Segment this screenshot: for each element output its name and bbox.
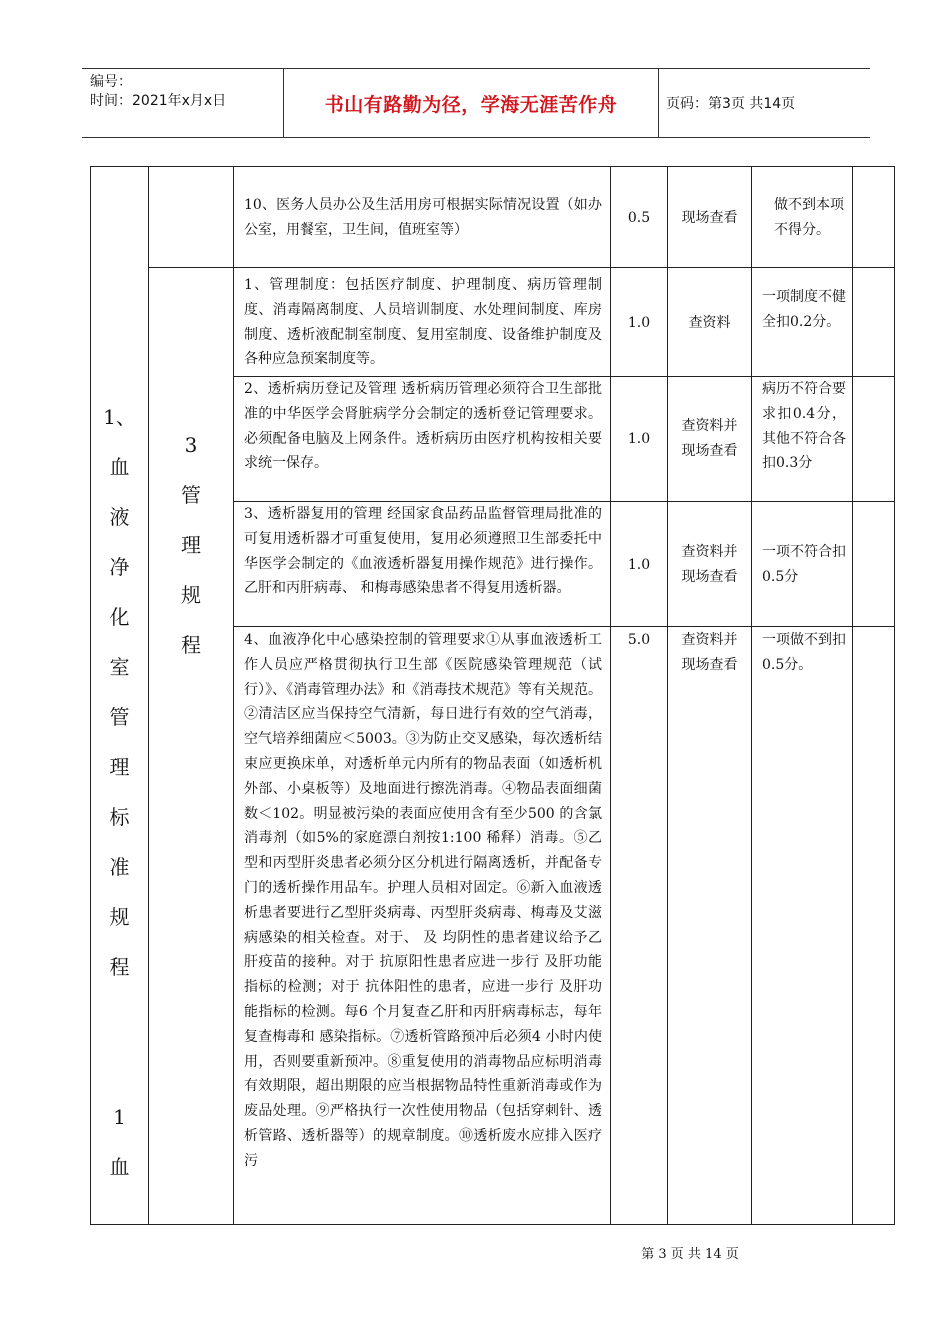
row-content: 10、医务人员办公及生活用房可根据实际情况设置（如办公室，用餐室，卫生间，值班室等） [244,197,602,238]
subsection-char: 程 [181,633,201,657]
section-char: 程 [109,955,130,979]
section-char: 规 [109,905,130,929]
row-score: 1.0 [627,431,651,447]
subsection-char: 3 [184,433,198,457]
section-char: 净 [109,555,130,579]
section-char: 1 [113,1105,126,1129]
section-title [91,392,148,1192]
section-char: 化 [109,605,130,629]
row-method: 查资料 [688,315,731,331]
section-char: 室 [109,655,130,679]
row-deduction: 病历不符合要求扣0.4分，其他不符合各扣0.3分 [762,381,846,472]
header-motto: 书山有路勤为径，学海无涯苦作舟 [284,69,659,137]
number-label: 编号： [90,74,132,90]
page-header [82,68,870,138]
section-char: 液 [109,505,130,529]
section-char: 理 [109,755,130,779]
page-footer: 第 3 页 共 14 页 [641,1247,739,1262]
row-method: 现场查看 [681,210,738,226]
row-score: 0.5 [627,210,651,226]
row-score: 1.0 [627,557,651,573]
section-char: 标 [109,805,130,829]
row-method: 查资料并现场查看 [681,544,738,585]
row-content: 2、透析病历登记及管理 透析病历管理必须符合卫生部批准的中华医学会肾脏病学分会制定的透析登记管理要求。必须配备电脑及上网条件。透析病历由医疗机构按相关要求统一保存。 [244,381,602,472]
row-deduction: 一项制度不健全扣0.2分。 [762,289,846,330]
row-method: 查资料并现场查看 [681,632,738,673]
section-char: 1、 [103,405,136,429]
section-char: 血 [109,455,130,479]
section-char: 管 [109,705,130,729]
row-content: 1、管理制度：包括医疗制度、护理制度、病历管理制度、消毒隔离制度、人员培训制度、水处理间制度、库房制度、透析液配制室制度、复用室制度、设备维护制度及各种应急预案制度等。 [244,277,602,368]
row-content: 4、血液净化中心感染控制的管理要求①从事血液透析工作人员应严格贯彻执行卫生部《医院感染管理规范（试行）》、《消毒管理办法》和《消毒技术规范》等有关规范。②清洁区应当保持空气清新，每日进行有效的空气消毒，空气培养细菌应＜5003。③为防止交叉感染，每次透析结束应更换床单，对透析单元内所有的物品表面（如透析机外部、小桌板等）及地面进行擦洗消毒。④物品表面细菌数＜102。明显被污染的表面应使用含有至少500 的含氯消毒剂（如5%的家庭漂白剂按1:100 稀释）消毒。⑤乙型和丙型肝炎患者必须分区分机进行隔离透析，并配备专门的透析操作用品车。护理人员相对固定。⑥新入血液透析患者要进行乙型肝炎病毒、丙型肝炎病毒、梅毒及艾滋病感染的相关检查。对于、 及 均阴性的患者建议给予乙肝疫苗的接种。对于 抗原阳性患者应进一步行 及肝功能指标的检测；对于 抗体阳性的患者，应进一步行 及肝功能指标的检测。每6 个月复查乙肝和丙肝病毒标志，每年复查梅毒和 感染指标。⑦透析管路预冲后必须4 小时内使用，否则要重新预冲。⑧重复使用的消毒物品应标明消毒有效期限，超出期限的应当根据物品特性重新消毒或作为废品处理。⑨严格执行一次性使用物品（包括穿刺针、透析管路、透析器等）的规章制度。⑩透析废水应排入医疗污 [244,632,602,1169]
header-meta [82,69,284,137]
subsection-char: 理 [181,533,201,557]
row-content: 3、透析器复用的管理 经国家食品药品监督管理局批准的可复用透析器才可重复使用，复用必须遵照卫生部委托中华医学会制定的《血液透析器复用操作规范》进行操作。乙肝和丙肝病毒、 和梅毒感染患者不得复用透析器。 [244,506,602,597]
subsection-char: 管 [181,483,201,507]
subsection-title [149,420,233,670]
header-page-info: 页码：第3页 共14页 [666,96,796,112]
row-score: 5.0 [627,632,651,648]
section-char: 准 [109,855,130,879]
time-label: 时间：2021年x月x日 [90,93,227,109]
row-method: 查资料并现场查看 [681,418,738,459]
subsection-char: 规 [181,583,201,607]
section-char: 血 [109,1155,130,1179]
row-deduction: 一项不符合扣0.5分 [762,544,846,585]
row-deduction: 一项做不到扣0.5分。 [762,632,846,673]
row-score: 1.0 [627,315,651,331]
row-deduction: 做不到本项不得分。 [774,197,844,238]
